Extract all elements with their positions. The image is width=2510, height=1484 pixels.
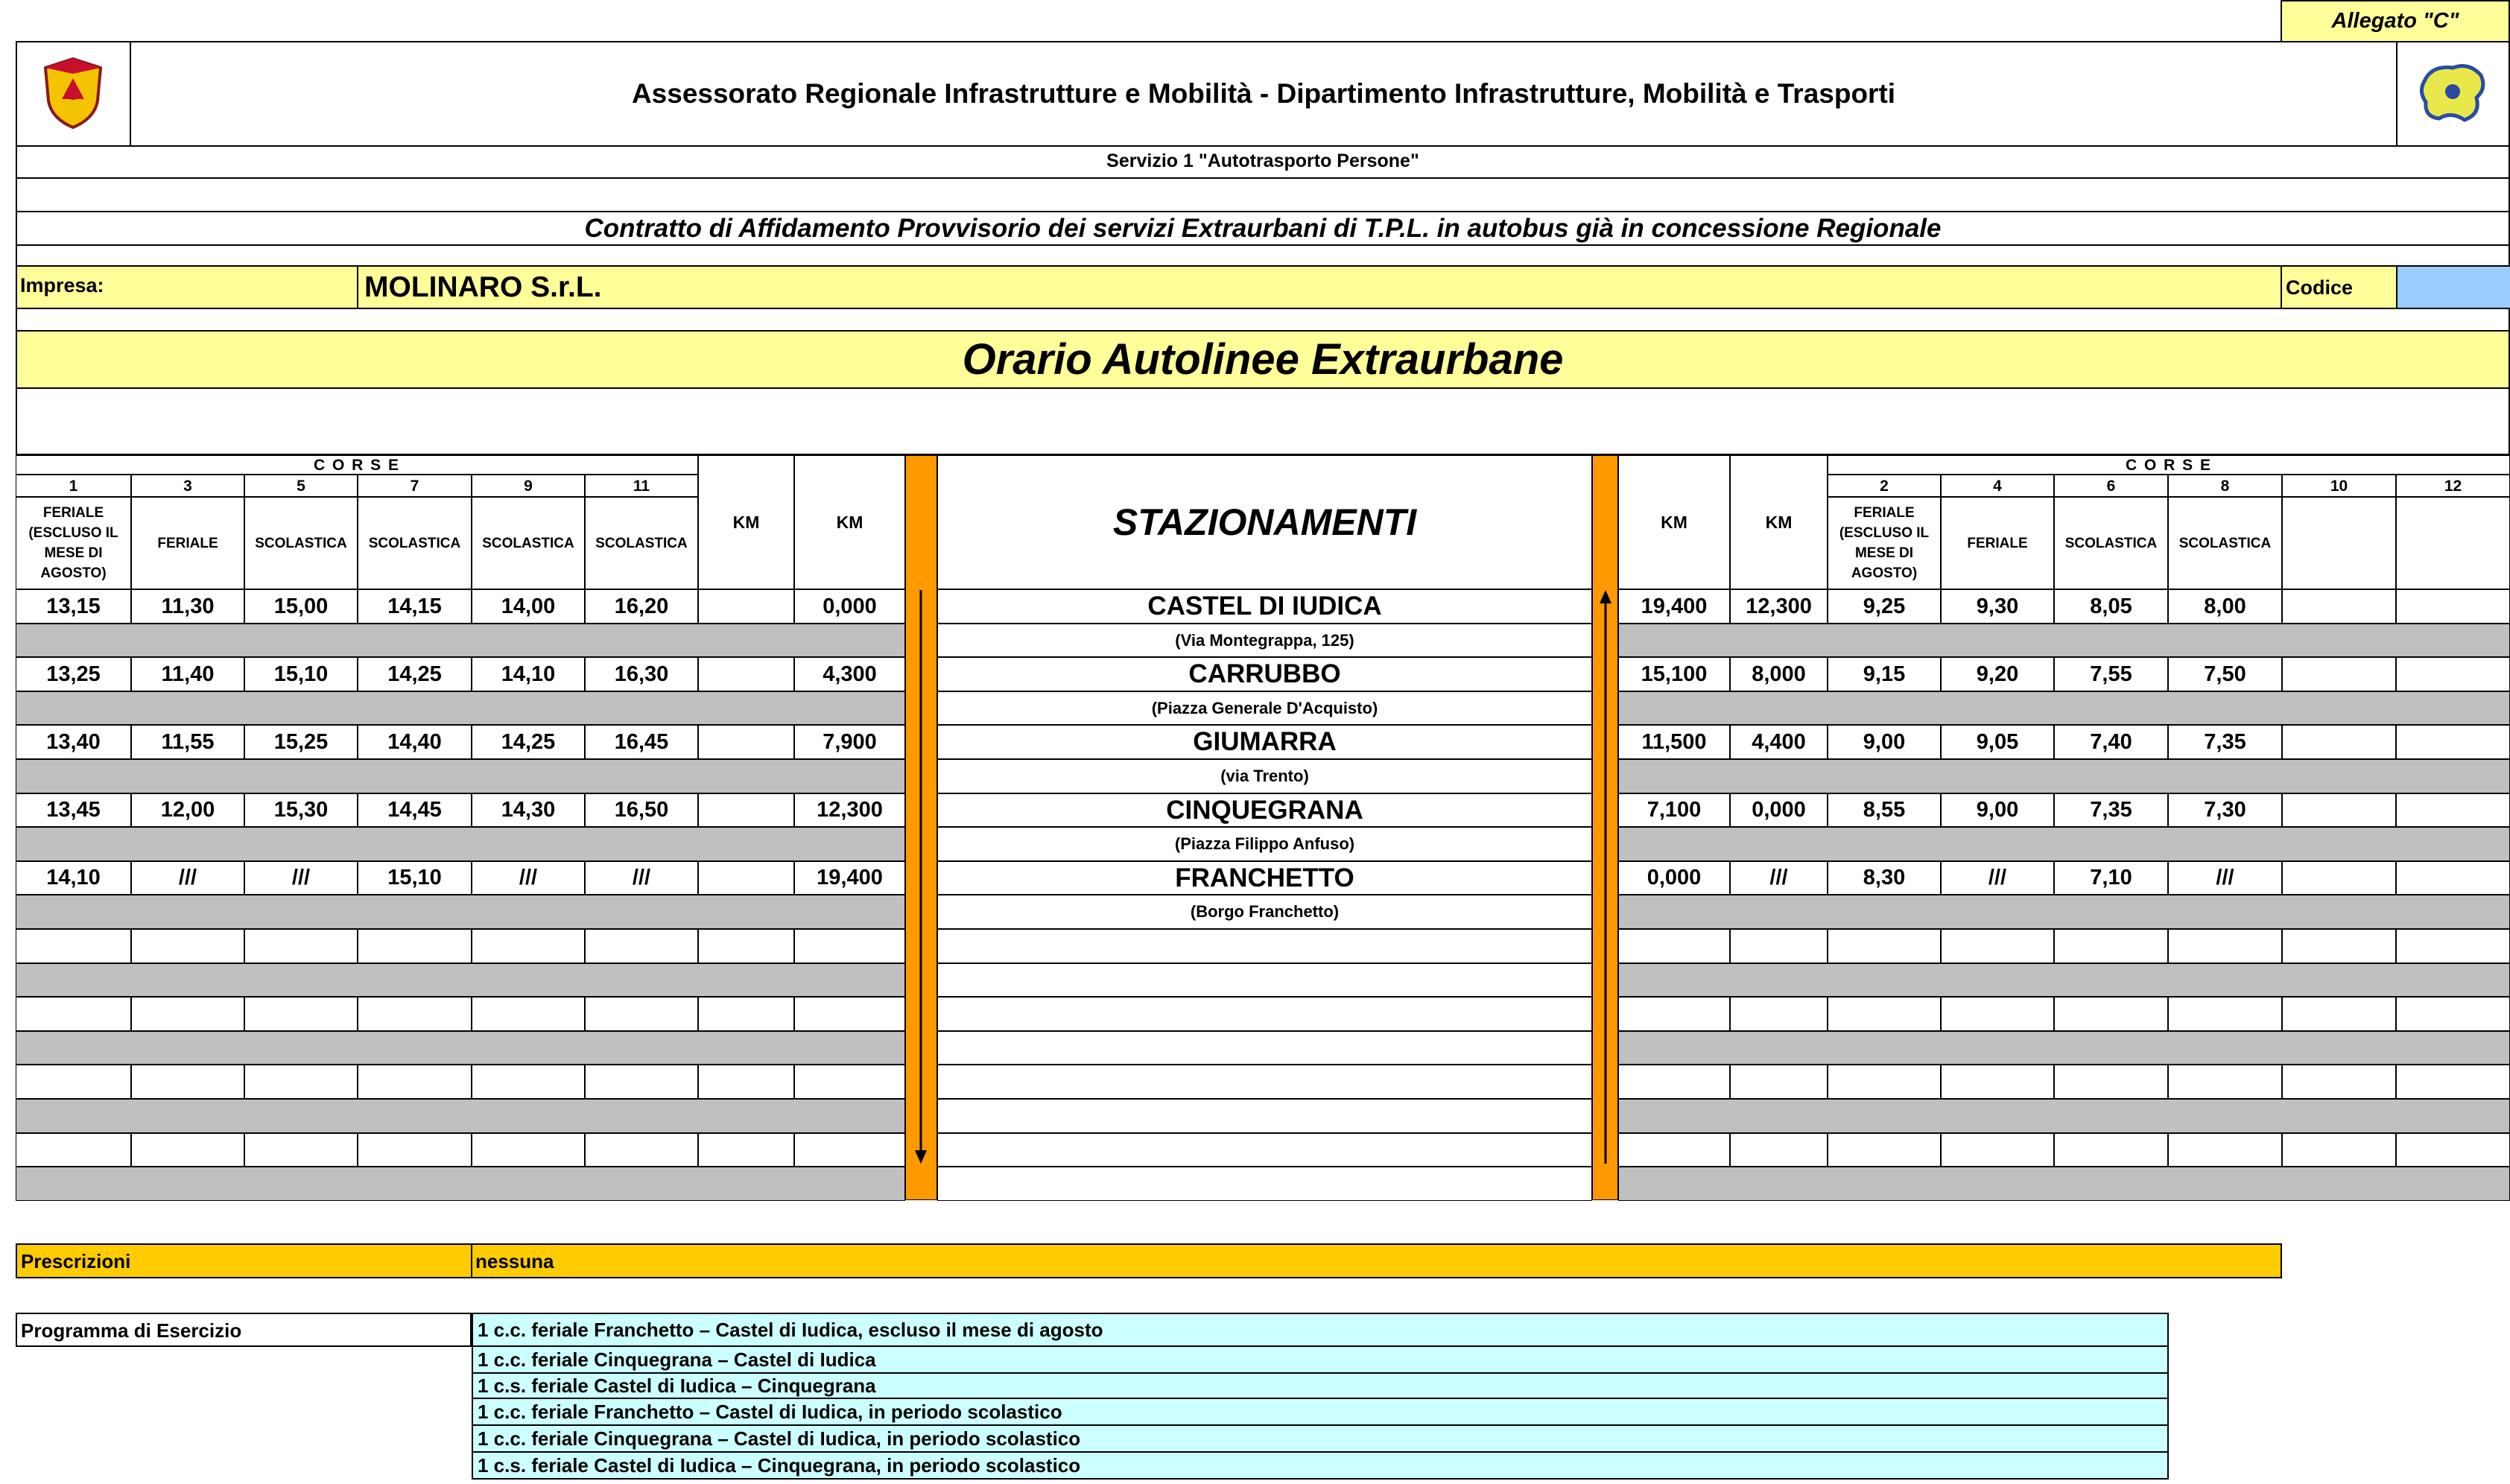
km-cell-left-1 [698,589,794,624]
km-cell-right-1 [1618,997,1730,1031]
km-cell-left-1 [698,1065,794,1099]
impresa-divider [357,267,358,309]
time-cell-left: 16,20 [585,589,698,624]
time-cell-right [2282,929,2396,963]
time-cell-left [131,1133,244,1167]
time-cell-right: 7,50 [2168,657,2282,691]
km-cell-right-2: /// [1730,861,1828,895]
time-cell-right: 7,10 [2054,861,2168,895]
time-cell-right: 9,00 [1828,725,1941,759]
time-cell-left: /// [585,861,698,895]
time-cell-right: 9,20 [1941,657,2054,691]
km-cell-left-2: 4,300 [794,657,905,691]
time-cell-left: 14,15 [358,589,472,624]
time-cell-right: 7,55 [2054,657,2168,691]
time-cell-right: 7,40 [2054,725,2168,759]
corsa-number-right: 12 [2396,475,2510,497]
time-cell-right: 9,05 [1941,725,2054,759]
km-cell-left-1 [698,861,794,895]
km-header-right-1: KM [1618,455,1730,589]
time-cell-right [2054,1065,2168,1099]
corsa-number-right: 8 [2168,475,2282,497]
stop-address: (Via Montegrappa, 125) [937,624,1592,657]
km-cell-right-2: 4,400 [1730,725,1828,759]
corse-label-right: C O R S E [1828,455,2510,475]
time-cell-right [2168,997,2282,1031]
time-cell-left [585,1133,698,1167]
time-cell-right: /// [1941,861,2054,895]
time-cell-right [2396,589,2510,624]
corsa-type-right: SCOLASTICA [2054,497,2168,589]
km-cell-right-1 [1618,1133,1730,1167]
corsa-number-right: 6 [2054,475,2168,497]
time-cell-right [2054,929,2168,963]
time-cell-right: 9,00 [1941,793,2054,827]
corsa-type-left: SCOLASTICA [472,497,585,589]
codice-divider [2281,267,2282,309]
sicily-island-icon [2417,59,2488,126]
time-cell-right [2054,997,2168,1031]
time-cell-right [2282,589,2396,624]
km-cell-right-1: 19,400 [1618,589,1730,624]
programma-item: 1 c.c. feriale Cinquegrana – Castel di Iudica, in periodo scolastico [472,1426,2169,1453]
time-cell-right [2054,1133,2168,1167]
time-cell-left: /// [472,861,585,895]
corsa-type-right: SCOLASTICA [2168,497,2282,589]
time-cell-right: 9,25 [1828,589,1941,624]
time-cell-left: 14,45 [358,793,472,827]
time-cell-right: 9,30 [1941,589,2054,624]
stop-address: (Borgo Franchetto) [937,895,1592,929]
stop-name [937,997,1592,1031]
km-cell-left-2 [794,929,905,963]
corsa-number-left: 11 [585,475,698,497]
arrow-up-icon [1598,590,1613,1164]
km-cell-right-2 [1730,997,1828,1031]
time-cell-left: 12,00 [131,793,244,827]
km-cell-right-1: 7,100 [1618,793,1730,827]
km-cell-right-2: 12,300 [1730,589,1828,624]
arrow-down-icon [913,590,928,1164]
stazionamenti-header: STAZIONAMENTI [937,455,1592,589]
time-cell-left [244,929,358,963]
time-cell-left [358,929,472,963]
gray-separator-right [1618,963,2510,997]
stop-name: GIUMARRA [937,725,1592,759]
time-cell-right [2396,657,2510,691]
corsa-number-right: 2 [1828,475,1941,497]
time-cell-left [16,929,131,963]
time-cell-right [2282,657,2396,691]
km-cell-left-1 [698,1133,794,1167]
time-cell-right [2396,997,2510,1031]
time-cell-left: 14,25 [472,725,585,759]
time-cell-left [472,997,585,1031]
km-cell-right-2 [1730,1133,1828,1167]
time-cell-right: 8,30 [1828,861,1941,895]
time-cell-left: 16,45 [585,725,698,759]
time-cell-right [2282,997,2396,1031]
time-cell-left: 11,40 [131,657,244,691]
km-cell-right-1 [1618,929,1730,963]
time-cell-right [1941,929,2054,963]
stop-address-empty [937,1167,1592,1201]
time-cell-left: 15,10 [358,861,472,895]
stop-name: FRANCHETTO [937,861,1592,895]
time-cell-left [585,997,698,1031]
stop-name: CARRUBBO [937,657,1592,691]
time-cell-right [2168,929,2282,963]
stop-address-empty [937,1031,1592,1065]
stop-address-empty [937,1099,1592,1133]
programma-item: 1 c.c. feriale Franchetto – Castel di Iudica, in periodo scolastico [472,1399,2169,1426]
time-cell-right: /// [2168,861,2282,895]
km-cell-right-1: 15,100 [1618,657,1730,691]
km-cell-left-2 [794,997,905,1031]
stop-name [937,1065,1592,1099]
time-cell-right: 7,35 [2168,725,2282,759]
gray-separator-left [16,1167,905,1201]
km-cell-left-1 [698,725,794,759]
km-cell-right-2 [1730,1065,1828,1099]
time-cell-left [244,997,358,1031]
time-cell-left: 14,30 [472,793,585,827]
km-header-left-2: KM [794,455,905,589]
impresa-label: Impresa: [20,274,104,297]
corsa-number-right: 10 [2282,475,2396,497]
gray-separator-right [1618,624,2510,657]
blank-row-2 [16,246,2510,267]
time-cell-right [2396,1133,2510,1167]
codice-value-field [2396,267,2510,308]
time-cell-right [2396,1065,2510,1099]
corsa-number-right: 4 [1941,475,2054,497]
time-cell-right [2168,1065,2282,1099]
km-cell-right-2: 8,000 [1730,657,1828,691]
time-cell-left [472,929,585,963]
time-cell-right [1828,929,1941,963]
time-cell-right [2396,725,2510,759]
corsa-number-left: 7 [358,475,472,497]
logo-left-cell [16,41,131,147]
orario-title: Orario Autolinee Extraurbane [16,332,2510,389]
gray-separator-right [1618,1099,2510,1133]
blank-row-4 [16,389,2510,455]
time-cell-right: 7,30 [2168,793,2282,827]
km-cell-right-1: 11,500 [1618,725,1730,759]
gray-separator-left [16,1031,905,1065]
time-cell-right: 8,55 [1828,793,1941,827]
stop-name: CINQUEGRANA [937,793,1592,827]
km-header-left-1: KM [698,455,794,589]
time-cell-left: 14,10 [472,657,585,691]
corsa-type-left: SCOLASTICA [585,497,698,589]
time-cell-left: 16,30 [585,657,698,691]
corsa-type-left: FERIALE (ESCLUSO IL MESE DI AGOSTO) [16,497,131,589]
corsa-type-right [2396,497,2510,589]
corsa-type-right: FERIALE [1941,497,2054,589]
prescrizioni-divider [471,1243,472,1278]
time-cell-left: 11,30 [131,589,244,624]
km-cell-left-2: 7,900 [794,725,905,759]
gray-separator-left [16,759,905,793]
gray-separator-right [1618,827,2510,861]
km-cell-right-2 [1730,929,1828,963]
time-cell-left: 14,10 [16,861,131,895]
time-cell-left [472,1065,585,1099]
time-cell-left [131,929,244,963]
programma-item: 1 c.s. feriale Castel di Iudica – Cinquegrana [472,1374,2169,1399]
km-cell-right-1 [1618,1065,1730,1099]
time-cell-right [1941,1133,2054,1167]
stop-name [937,1133,1592,1167]
corse-label-left: C O R S E [16,455,698,475]
stop-address: (Piazza Filippo Anfuso) [937,827,1592,861]
time-cell-left: 13,45 [16,793,131,827]
km-cell-right-2: 0,000 [1730,793,1828,827]
time-cell-left: 14,40 [358,725,472,759]
time-cell-right [2282,793,2396,827]
corsa-type-right: FERIALE (ESCLUSO IL MESE DI AGOSTO) [1828,497,1941,589]
stop-name [937,929,1592,963]
km-header-right-2: KM [1730,455,1828,589]
time-cell-right [2396,793,2510,827]
km-cell-left-2: 0,000 [794,589,905,624]
time-cell-left [244,1065,358,1099]
time-cell-left: 15,10 [244,657,358,691]
time-cell-left: 11,55 [131,725,244,759]
gray-separator-right [1618,759,2510,793]
km-cell-left-2 [794,1133,905,1167]
corsa-type-left: SCOLASTICA [244,497,358,589]
time-cell-left: 15,25 [244,725,358,759]
time-cell-left [585,1065,698,1099]
codice-label: Codice [2286,276,2354,299]
blank-row-3 [16,309,2510,332]
time-cell-left [244,1133,358,1167]
stop-address: (Piazza Generale D'Acquisto) [937,691,1592,725]
time-cell-left: 16,50 [585,793,698,827]
time-cell-left: 13,15 [16,589,131,624]
corsa-number-left: 9 [472,475,585,497]
km-cell-left-1 [698,997,794,1031]
time-cell-right [2282,725,2396,759]
time-cell-right [2396,861,2510,895]
km-cell-left-1 [698,657,794,691]
header-title: Assessorato Regionale Infrastrutture e Mobilità - Dipartimento Infrastrutture, Mobilità e Trasporti [631,78,1896,109]
time-cell-right: 8,00 [2168,589,2282,624]
time-cell-right [2282,1065,2396,1099]
time-cell-left [358,1065,472,1099]
km-cell-left-2: 12,300 [794,793,905,827]
gray-separator-left [16,624,905,657]
time-cell-left: 14,00 [472,589,585,624]
time-cell-right [1941,997,2054,1031]
gray-separator-right [1618,895,2510,929]
time-cell-left [472,1133,585,1167]
time-cell-right [1828,1065,1941,1099]
time-cell-left: 15,00 [244,589,358,624]
time-cell-right: 9,15 [1828,657,1941,691]
gray-separator-left [16,963,905,997]
corsa-type-right [2282,497,2396,589]
time-cell-left: 13,25 [16,657,131,691]
sicily-crest-icon [39,56,107,130]
time-cell-left [131,997,244,1031]
time-cell-left [131,1065,244,1099]
programma-item: 1 c.c. feriale Franchetto – Castel di Iudica, escluso il mese di agosto [472,1313,2169,1347]
programma-item: 1 c.s. feriale Castel di Iudica – Cinquegrana, in periodo scolastico [472,1453,2169,1480]
gray-separator-left [16,1099,905,1133]
allegato-label: Allegato "C" [2281,0,2510,42]
km-cell-left-1 [698,929,794,963]
corsa-number-left: 3 [131,475,244,497]
time-cell-left [16,1133,131,1167]
time-cell-right [1941,1065,2054,1099]
time-cell-left: 13,40 [16,725,131,759]
time-cell-left [585,929,698,963]
time-cell-right: 8,05 [2054,589,2168,624]
gray-separator-left [16,691,905,725]
stop-address-empty [937,963,1592,997]
time-cell-right [1828,997,1941,1031]
time-cell-left: /// [244,861,358,895]
time-cell-right [2396,929,2510,963]
impresa-value: MOLINARO S.r.L. [364,271,602,303]
stop-address: (via Trento) [937,759,1592,793]
time-cell-right [1828,1133,1941,1167]
time-cell-left [358,997,472,1031]
logo-right-cell [2396,41,2510,147]
corsa-number-left: 1 [16,475,131,497]
prescrizioni-label: Prescrizioni [21,1250,131,1272]
gray-separator-right [1618,691,2510,725]
stop-name: CASTEL DI IUDICA [937,589,1592,624]
prescrizioni-value: nessuna [475,1250,554,1272]
gray-separator-right [1618,1031,2510,1065]
time-cell-right [2282,861,2396,895]
corsa-type-left: FERIALE [131,497,244,589]
time-cell-left: 14,25 [358,657,472,691]
km-cell-left-1 [698,793,794,827]
gray-separator-right [1618,1167,2510,1201]
time-cell-right [2282,1133,2396,1167]
corsa-number-left: 5 [244,475,358,497]
time-cell-left [358,1133,472,1167]
time-cell-right [2168,1133,2282,1167]
km-cell-left-2: 19,400 [794,861,905,895]
blank-row-1 [16,179,2510,212]
programma-item: 1 c.c. feriale Cinquegrana – Castel di Iudica [472,1347,2169,1374]
time-cell-left [16,1065,131,1099]
time-cell-left: 15,30 [244,793,358,827]
gray-separator-left [16,827,905,861]
corsa-type-left: SCOLASTICA [358,497,472,589]
contratto-row: Contratto di Affidamento Provvisorio dei servizi Extraurbani di T.P.L. in autobus già in concessione Regionale [16,212,2510,246]
time-cell-left: /// [131,861,244,895]
time-cell-right: 7,35 [2054,793,2168,827]
km-cell-right-1: 0,000 [1618,861,1730,895]
gray-separator-left [16,895,905,929]
prescrizioni-row [16,1243,2282,1278]
programma-label: Programma di Esercizio [21,1319,242,1342]
servizio-row: Servizio 1 "Autotrasporto Persone" [16,145,2510,179]
km-cell-left-2 [794,1065,905,1099]
time-cell-left [16,997,131,1031]
